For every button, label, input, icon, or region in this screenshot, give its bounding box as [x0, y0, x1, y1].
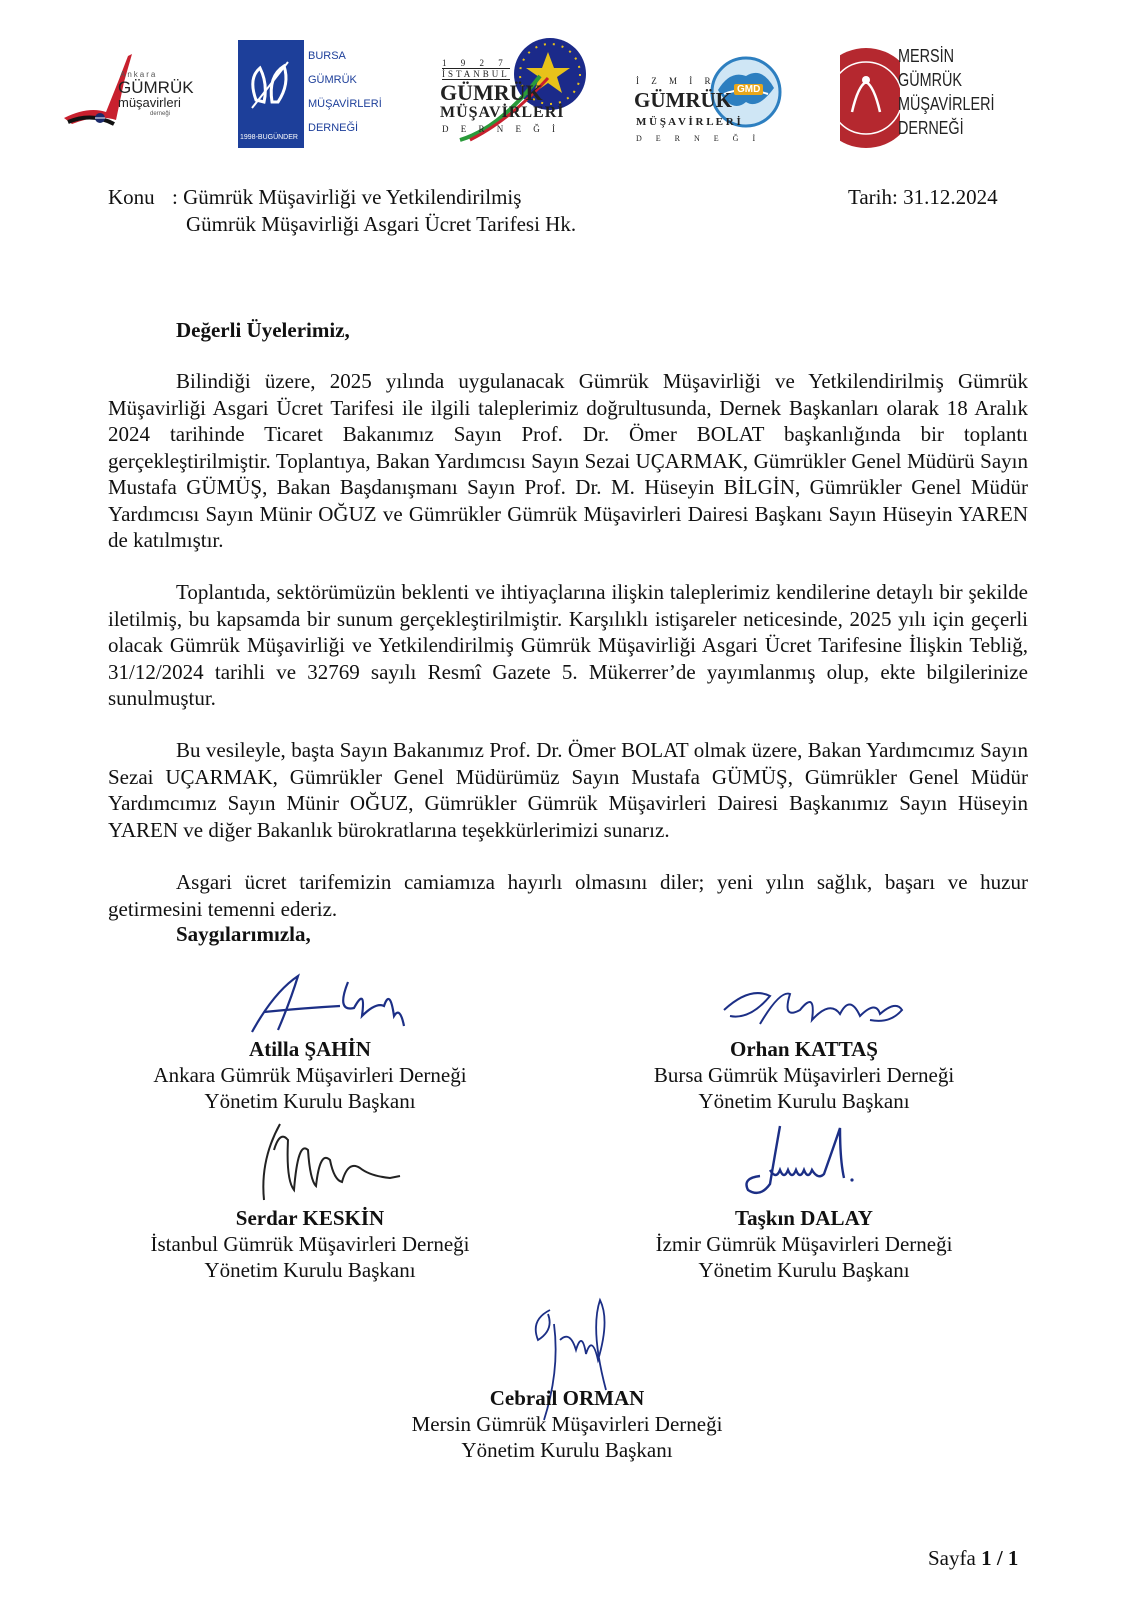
logo-izmir	[634, 36, 794, 154]
signatory-name: Serdar KESKİN	[235, 1206, 385, 1230]
ankara-top-text: Ankara	[120, 70, 158, 79]
signatory-ankara	[120, 1036, 500, 1114]
izmir-title: GÜMRÜK	[634, 88, 732, 112]
signatory-izmir	[614, 1205, 994, 1283]
mersin-line-4: DERNEĞİ	[898, 118, 964, 138]
logo-mersin	[840, 36, 1010, 154]
istanbul-title: GÜMRÜK	[440, 80, 543, 105]
signatory-org: Ankara Gümrük Müşavirleri Derneği	[153, 1063, 467, 1087]
mersin-seal-icon	[840, 36, 900, 154]
ankara-subtitle: müşavirleri	[118, 95, 181, 110]
logo-istanbul	[440, 36, 600, 154]
page-number: 1 / 1	[981, 1546, 1019, 1570]
signature-atilla-sahin	[244, 972, 424, 1042]
signatory-mersin	[367, 1385, 767, 1463]
signatory-name: Atilla ŞAHİN	[249, 1037, 371, 1061]
signatory-role: Yönetim Kurulu Başkanı	[461, 1438, 673, 1462]
izmir-city: İ Z M İ R	[636, 76, 716, 86]
izmir-subtitle: M Ü Ş A V İ R L E R İ	[636, 116, 741, 128]
ankara-title: GÜMRÜK	[118, 78, 194, 97]
signatory-org: İzmir Gümrük Müşavirleri Derneği	[655, 1232, 953, 1256]
closing: Saygılarımızla,	[176, 922, 311, 946]
bursa-leaf-icon	[238, 40, 304, 130]
signatory-role: Yönetim Kurulu Başkanı	[698, 1089, 910, 1113]
signatory-bursa	[614, 1036, 994, 1114]
document-date: Tarih: 31.12.2024	[848, 185, 998, 209]
signatory-role: Yönetim Kurulu Başkanı	[204, 1089, 416, 1113]
paragraph-2: Toplantıda, sektörümüzün beklenti ve ihtiyaçlarına ilişkin taleplerimiz kendilerine detaylı bir şekilde iletilmiş, bu kapsamda bir sunum gerçekleştirilmiştir. Karşılıklı istişareler neticesinde, 2025 yılı için geçerli olacak Gümrük Müşavirliği ve Yetkilendirilmiş Gümrük Müşavirliği Asgari Ücret Tarifesine İlişkin Tebliğ, 31/12/2024 tarihli ve 32769 sayılı Resmî Gazete 5. Mükerrer’de yayımlanmış olup, ekte bilgilerinize sunulmuştur.	[108, 580, 1028, 710]
izmir-small: D E R N E Ğ İ	[636, 134, 762, 143]
paragraph-3: Bu vesileyle, başta Sayın Bakanımız Prof. Dr. Ömer BOLAT olmak üzere, Bakan Yardımcımız Sayın Sezai UÇARMAK, Gümrükler Genel Müdürümüz Sayın Mustafa GÜMÜŞ, Gümrükler Genel Müdür Yardımcımız Sayın Münir OĞUZ, Gümrükler Gümrük Müşavirleri Dairesi Başkanımız Sayın Hüseyin YAREN ve diğer Bakanlık bürokratlarına teşekkürlerimizi sunarız.	[108, 738, 1028, 842]
signatory-name: Orhan KATTAŞ	[729, 1037, 878, 1061]
bursa-emblem-box	[238, 40, 304, 148]
signatory-role: Yönetim Kurulu Başkanı	[698, 1258, 910, 1282]
bursa-footer: 1998-BUGÜNDER	[240, 134, 298, 141]
logo-bursa	[238, 36, 382, 154]
subject-line-1: : Gümrük Müşavirliği ve Yetkilendirilmiş	[172, 185, 522, 209]
signatory-name: Cebrail ORMAN	[489, 1386, 645, 1410]
signatory-role: Yönetim Kurulu Başkanı	[204, 1258, 416, 1282]
istanbul-small: D E R N E Ğ İ	[442, 124, 560, 134]
signatory-org: Bursa Gümrük Müşavirleri Derneği	[653, 1063, 955, 1087]
page-label: Sayfa	[928, 1546, 976, 1570]
paragraph-4: Asgari ücret tarifemizin camiamıza hayırlı olmasını diler; yeni yılın sağlık, başarı ve huzur getirmesini temenni ederiz.	[108, 870, 1028, 921]
bursa-line-2: GÜMRÜK	[308, 74, 357, 86]
signature-orhan-kattas	[720, 980, 920, 1040]
subject-label: Konu	[108, 185, 155, 209]
page-footer	[928, 1546, 1018, 1571]
mersin-line-2: GÜMRÜK	[898, 70, 962, 90]
bursa-line-4: DERNEĞİ	[308, 122, 359, 134]
mersin-line-3: MÜŞAVİRLERİ	[898, 94, 995, 114]
signature-taskin-dalay	[740, 1120, 890, 1210]
logo-ankara	[58, 36, 198, 154]
izmir-badge: GMD	[734, 84, 763, 95]
signatory-org: Mersin Gümrük Müşavirleri Derneği	[411, 1412, 723, 1436]
subject-line-2: Gümrük Müşavirliği Asgari Ücret Tarifesi Hk.	[186, 212, 577, 236]
bursa-line-3: MÜŞAVİRLERİ	[308, 98, 382, 110]
paragraph-1: Bilindiği üzere, 2025 yılında uygulanacak Gümrük Müşavirliği ve Yetkilendirilmiş Gümrük Müşavirliği Asgari Ücret Tarifesi ile ilgili taleplerimiz doğrultusunda, Dernek Başkanları olarak 18 Aralık 2024 tarihinde Ticaret Bakanımız Sayın Prof. Dr. Ömer BOLAT başkanlığında bir toplantı gerçekleştirilmiştir. Toplantıya, Bakan Yardımcısı Sayın Sezai UÇARMAK, Gümrükler Genel Müdürü Sayın Mustafa GÜMÜŞ, Bakan Başdanışmanı Sayın Prof. Dr. M. Hüseyin BİLGİN, Gümrükler Genel Müdür Yardımcısı Sayın Münir OĞUZ ve Gümrükler Gümrük Müşavirleri Dairesi Başkanı Sayın Hüseyin YAREN de katılmıştır.	[108, 369, 1028, 552]
signatory-istanbul	[120, 1205, 500, 1283]
istanbul-year: 1 9 2 7	[442, 58, 509, 68]
signatory-name: Taşkın DALAY	[735, 1206, 873, 1230]
signature-serdar-keskin	[250, 1120, 420, 1210]
signatory-org: İstanbul Gümrük Müşavirleri Derneği	[150, 1232, 470, 1256]
mersin-line-1: MERSİN	[898, 46, 955, 66]
bursa-line-1: BURSA	[308, 50, 346, 62]
istanbul-subtitle: MÜŞAVİRLERİ	[440, 104, 565, 121]
ankara-small: derneği	[150, 111, 171, 117]
istanbul-city: İSTANBUL	[442, 69, 510, 79]
salutation: Değerli Üyelerimiz,	[176, 318, 350, 342]
